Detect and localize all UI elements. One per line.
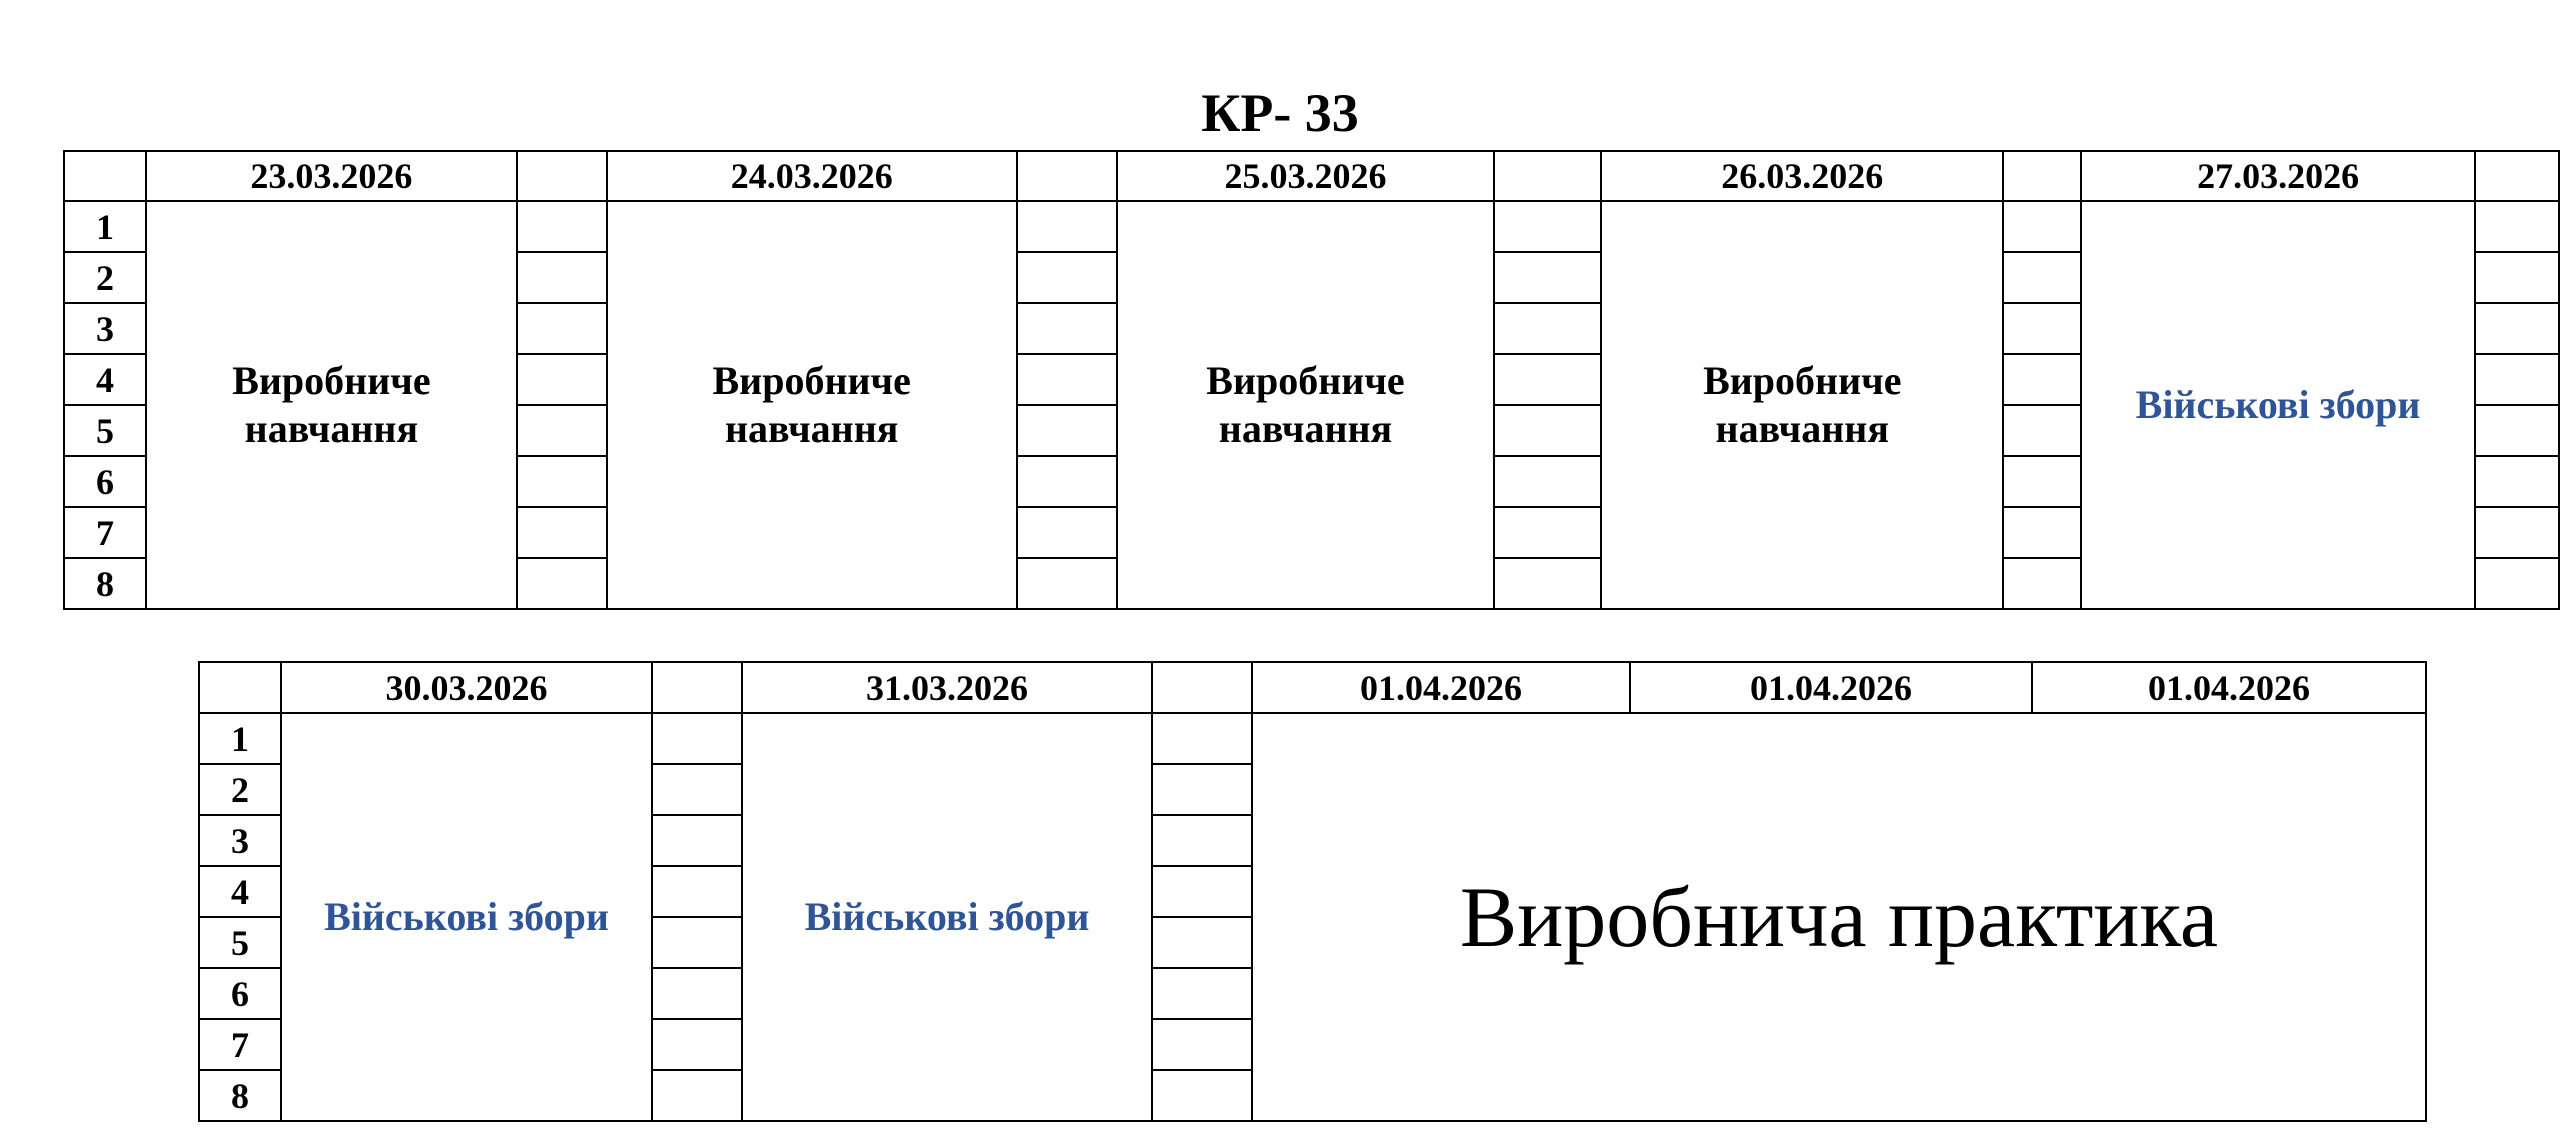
room-cell	[652, 1070, 742, 1121]
room-cell	[2475, 303, 2559, 354]
room-cell	[652, 764, 742, 815]
room-cell	[652, 968, 742, 1019]
date-header: 01.04.2026	[1630, 662, 2032, 713]
room-cell	[1494, 456, 1601, 507]
subject-text: Виробниче навчання	[712, 358, 911, 451]
subject-text: Виробниче навчання	[1703, 358, 1902, 451]
room-cell	[652, 917, 742, 968]
room-cell	[1017, 303, 1117, 354]
room-header	[1494, 151, 1601, 201]
date-header: 31.03.2026	[742, 662, 1152, 713]
room-cell	[1494, 354, 1601, 405]
subject-text: Військові збори	[2135, 382, 2421, 427]
lesson-number: 4	[199, 866, 281, 917]
lesson-number: 2	[199, 764, 281, 815]
room-cell	[2003, 354, 2081, 405]
subject-text: Військові збори	[324, 894, 609, 939]
lesson-number: 6	[64, 456, 146, 507]
room-cell	[1017, 507, 1117, 558]
lesson-number: 7	[199, 1019, 281, 1070]
room-cell	[517, 354, 607, 405]
room-cell	[652, 815, 742, 866]
date-header: 24.03.2026	[607, 151, 1017, 201]
room-cell	[652, 1019, 742, 1070]
date-header: 23.03.2026	[146, 151, 517, 201]
header-row	[199, 662, 2426, 713]
room-cell	[1152, 713, 1252, 764]
lesson-number: 1	[64, 201, 146, 252]
room-cell	[1017, 201, 1117, 252]
date-header: 01.04.2026	[2032, 662, 2426, 713]
room-cell	[2475, 252, 2559, 303]
room-header	[652, 662, 742, 713]
room-cell	[2003, 456, 2081, 507]
subject-text: Виробниче навчання	[232, 358, 431, 451]
room-header	[2475, 151, 2559, 201]
room-cell	[1152, 1019, 1252, 1070]
room-header	[1152, 662, 1252, 713]
room-cell	[2003, 507, 2081, 558]
lesson-number: 5	[199, 917, 281, 968]
practice-text: Виробнича практика	[1459, 869, 2219, 965]
room-cell	[2475, 507, 2559, 558]
lesson-number: 7	[64, 507, 146, 558]
room-cell	[1017, 558, 1117, 609]
room-cell	[1494, 252, 1601, 303]
room-cell	[2003, 405, 2081, 456]
lesson-number: 2	[64, 252, 146, 303]
date-header: 01.04.2026	[1252, 662, 1630, 713]
date-header: 25.03.2026	[1117, 151, 1495, 201]
room-cell	[2003, 252, 2081, 303]
subject-cell	[1117, 201, 1495, 609]
date-header: 30.03.2026	[281, 662, 652, 713]
room-cell	[652, 713, 742, 764]
room-header	[1017, 151, 1117, 201]
room-cell	[1017, 456, 1117, 507]
corner-cell	[64, 151, 146, 201]
room-cell	[2003, 558, 2081, 609]
room-cell	[1494, 405, 1601, 456]
lesson-row	[199, 713, 2426, 764]
lesson-number: 8	[64, 558, 146, 609]
room-cell	[517, 507, 607, 558]
schedule-table-week-1	[63, 150, 2560, 610]
room-cell	[1152, 866, 1252, 917]
subject-cell	[1601, 201, 2003, 609]
lesson-number: 5	[64, 405, 146, 456]
subject-cell	[607, 201, 1017, 609]
room-cell	[1152, 968, 1252, 1019]
lesson-number: 1	[199, 713, 281, 764]
subject-cell	[281, 713, 652, 1121]
date-header: 26.03.2026	[1601, 151, 2003, 201]
room-cell	[517, 558, 607, 609]
lesson-number: 6	[199, 968, 281, 1019]
room-cell	[517, 405, 607, 456]
room-cell	[1494, 303, 1601, 354]
room-cell	[1017, 252, 1117, 303]
lesson-number: 3	[64, 303, 146, 354]
room-cell	[1017, 354, 1117, 405]
corner-cell	[199, 662, 281, 713]
lesson-number: 8	[199, 1070, 281, 1121]
room-header	[2003, 151, 2081, 201]
page-title: КР- 33	[1201, 83, 1359, 143]
room-cell	[517, 252, 607, 303]
room-cell	[2003, 201, 2081, 252]
header-row	[64, 151, 2559, 201]
subject-cell	[146, 201, 517, 609]
room-cell	[517, 201, 607, 252]
room-cell	[2003, 303, 2081, 354]
subject-cell	[2081, 201, 2475, 609]
room-cell	[2475, 456, 2559, 507]
room-cell	[1494, 558, 1601, 609]
schedule-table-week-2	[198, 661, 2427, 1122]
room-cell	[1494, 201, 1601, 252]
subject-text: Військові збори	[804, 894, 1090, 939]
room-cell	[2475, 405, 2559, 456]
subject-cell	[742, 713, 1152, 1121]
practice-cell	[1252, 713, 2426, 1121]
room-cell	[1494, 507, 1601, 558]
room-cell	[517, 303, 607, 354]
room-cell	[1017, 405, 1117, 456]
lesson-number: 3	[199, 815, 281, 866]
room-cell	[2475, 558, 2559, 609]
room-cell	[1152, 764, 1252, 815]
room-header	[517, 151, 607, 201]
room-cell	[2475, 354, 2559, 405]
lesson-row	[64, 201, 2559, 252]
room-cell	[517, 456, 607, 507]
lesson-number: 4	[64, 354, 146, 405]
subject-text: Виробниче навчання	[1206, 358, 1405, 451]
room-cell	[652, 866, 742, 917]
room-cell	[1152, 1070, 1252, 1121]
room-cell	[1152, 917, 1252, 968]
room-cell	[2475, 201, 2559, 252]
room-cell	[1152, 815, 1252, 866]
date-header: 27.03.2026	[2081, 151, 2475, 201]
